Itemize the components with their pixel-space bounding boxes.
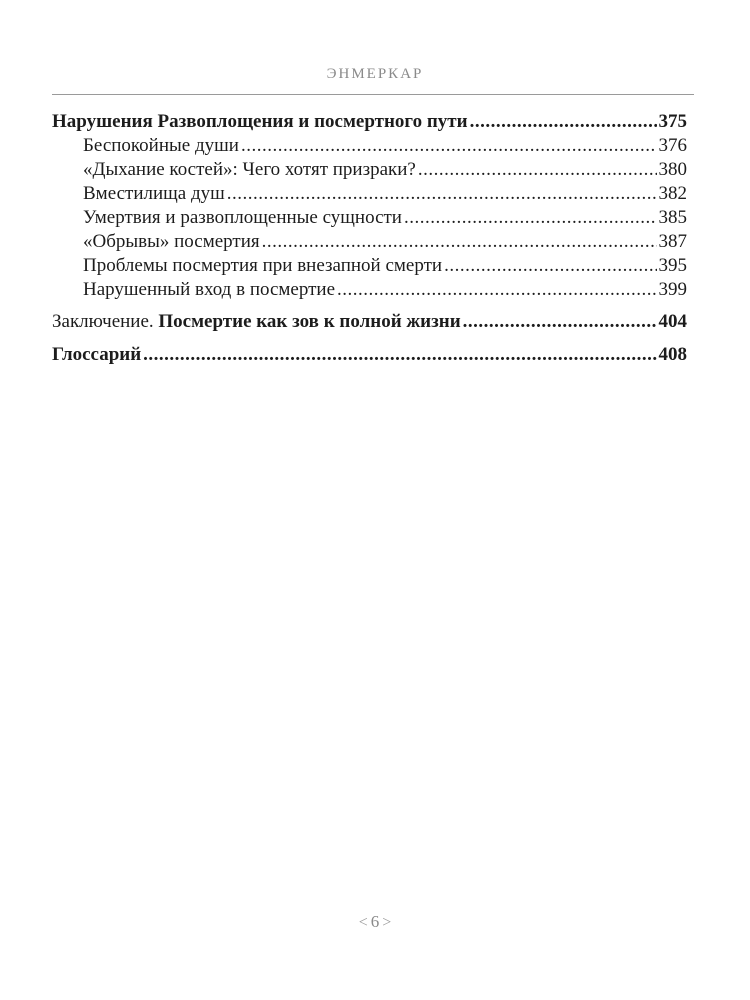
toc-entry-page: 382 (658, 183, 687, 204)
toc-entry-page: 380 (658, 159, 687, 180)
page-number-value: 6 (370, 912, 380, 931)
dot-leader (463, 310, 657, 334)
dot-leader (404, 206, 657, 230)
dot-leader (227, 182, 657, 206)
toc-entry-title: Глоссарий (52, 344, 142, 365)
toc-entry-title: Проблемы посмертия при внезапной смерти (83, 255, 443, 276)
page-number (0, 912, 750, 932)
toc-entry-title: «Дыхание костей»: Чего хотят призраки? (83, 159, 416, 180)
toc-entry-page: 376 (658, 135, 687, 156)
dot-leader (241, 134, 657, 158)
dot-leader (470, 110, 657, 134)
running-head: ЭНМЕРКАР (326, 66, 424, 82)
toc-entry-chapter[interactable] (52, 110, 687, 134)
dot-leader (262, 230, 657, 254)
toc-entry-title: Нарушенный вход в посмертие (83, 279, 336, 300)
toc-entry-glossary[interactable] (52, 343, 687, 367)
dot-leader (337, 278, 656, 302)
conclusion-lead: Заключение. (52, 311, 154, 332)
right-ornament-icon: > (382, 914, 392, 931)
left-ornament-icon: < (358, 914, 368, 931)
toc-entry-page: 385 (658, 207, 687, 228)
toc-entry-subsection[interactable] (52, 182, 687, 206)
toc-entry-page: 395 (658, 255, 687, 276)
toc-entry-page: 375 (658, 111, 687, 132)
dot-leader (143, 343, 656, 367)
toc-entry-page: 404 (658, 311, 687, 332)
toc-entry-title: «Обрывы» посмертия (83, 231, 260, 252)
conclusion-title: Посмертие как зов к полной жизни (153, 311, 461, 332)
toc-entry-title: Нарушения Развоплощения и посмертного пути (52, 111, 468, 132)
table-of-contents (52, 110, 687, 367)
dot-leader (418, 158, 657, 182)
toc-entry-title: Беспокойные души (83, 135, 239, 156)
toc-entry-title: Умертвия и развоплощенные сущности (83, 207, 402, 228)
toc-entry-subsection[interactable] (52, 206, 687, 230)
header-rule (52, 94, 694, 95)
toc-entry-subsection[interactable] (52, 134, 687, 158)
toc-entry-title: Вместилища душ (83, 183, 225, 204)
toc-entry-page: 399 (658, 279, 687, 300)
dot-leader (444, 254, 656, 278)
toc-entry-title (52, 310, 461, 334)
toc-entry-page: 387 (658, 231, 687, 252)
toc-entry-page: 408 (658, 344, 687, 365)
toc-entry-subsection[interactable] (52, 158, 687, 182)
toc-entry-subsection[interactable] (52, 278, 687, 302)
toc-entry-subsection[interactable] (52, 254, 687, 278)
toc-entry-conclusion[interactable] (52, 310, 687, 334)
toc-entry-subsection[interactable] (52, 230, 687, 254)
